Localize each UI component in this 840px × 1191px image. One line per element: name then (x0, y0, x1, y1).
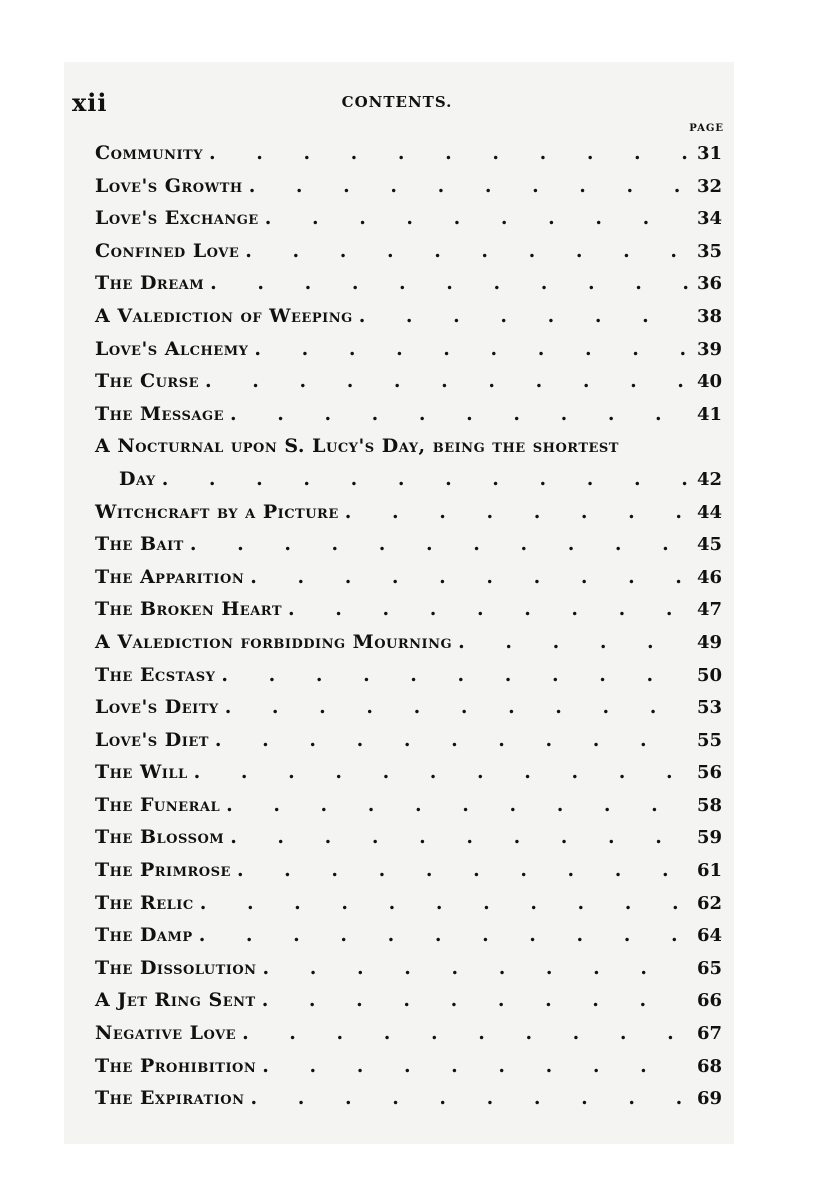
toc-entry-title: The Funeral (95, 793, 221, 816)
toc-entry-title: Witchcraft by a Picture (95, 500, 339, 523)
toc-entry (95, 626, 722, 659)
toc-entry-title: The Dissolution (95, 956, 257, 979)
dot-leader (259, 202, 688, 235)
toc-entry (95, 919, 722, 952)
toc-entry (95, 496, 722, 529)
toc-entry-title: Love's Growth (95, 174, 243, 197)
toc-entry-page: 45 (696, 534, 722, 556)
toc-entry-page: 64 (696, 925, 722, 947)
dot-leader (224, 398, 688, 431)
toc-entry (95, 398, 722, 431)
toc-entry (95, 789, 722, 822)
toc-entry (95, 137, 722, 170)
dot-leader (244, 561, 688, 594)
toc-entry (95, 756, 722, 789)
toc-entry (95, 463, 722, 496)
toc-entry-title: Love's Deity (95, 696, 219, 719)
dot-leader (256, 1050, 688, 1083)
toc-entry (95, 659, 722, 692)
toc-entry (95, 365, 722, 398)
toc-entry-title: A Valediction of Weeping (95, 304, 353, 327)
toc-entry (95, 984, 722, 1017)
toc-entry (95, 235, 722, 268)
toc-entry-title: Confined Love (95, 239, 240, 262)
toc-entry-title: The Broken Heart (95, 598, 283, 621)
toc-entry-page: 42 (696, 468, 722, 490)
toc-entry-page: 56 (696, 762, 722, 784)
toc-entry (95, 724, 722, 757)
dot-leader (239, 235, 688, 268)
toc-entry-title: A Jet Ring Sent (95, 989, 256, 1012)
toc-entry (95, 430, 722, 463)
toc-entry-title: The Primrose (95, 859, 231, 882)
toc-entry-title: A Nocturnal upon S. Lucy's Day, being the shortest (95, 435, 619, 458)
toc-entry-title: The Message (95, 402, 224, 425)
toc-entry-title: The Ecstasy (95, 663, 216, 686)
toc-entry-title: The Blossom (95, 826, 225, 849)
dot-leader (219, 691, 688, 724)
running-title: CONTENTS. (341, 93, 453, 111)
dot-leader (203, 137, 688, 170)
toc-entry-title: Day (119, 467, 156, 490)
dot-leader (188, 756, 688, 789)
dot-leader (257, 952, 688, 985)
dot-leader (209, 724, 688, 757)
toc-entry-page: 53 (696, 697, 722, 719)
toc-entry-page: 58 (696, 794, 722, 816)
toc-entry-title: Negative Love (95, 1022, 237, 1045)
toc-entry (95, 300, 722, 333)
toc-entry (95, 1050, 722, 1083)
dot-leader (199, 365, 688, 398)
toc-entry (95, 593, 722, 626)
dot-leader (220, 789, 688, 822)
dot-leader (224, 821, 688, 854)
toc-entry-title: The Prohibition (95, 1054, 257, 1077)
toc-entry (95, 561, 722, 594)
toc-entry-page: 66 (696, 990, 722, 1012)
dot-leader (184, 528, 688, 561)
dot-leader (204, 267, 688, 300)
page-number: xii (72, 88, 108, 117)
toc-entry-page: 69 (696, 1088, 722, 1110)
toc-entry-page: 44 (696, 501, 722, 523)
toc-entry-page: 34 (696, 208, 722, 230)
toc-entry-title: The Damp (95, 924, 193, 947)
toc-entry (95, 1082, 722, 1115)
toc-entry-title: Community (95, 142, 203, 164)
dot-leader (156, 463, 688, 496)
toc-entry-page: 59 (696, 827, 722, 849)
dot-leader (231, 854, 688, 887)
toc-entry-page: 55 (696, 729, 722, 751)
toc-entry-page: 40 (696, 371, 722, 393)
toc-entry (95, 267, 722, 300)
toc-entry-title: The Relic (95, 891, 194, 914)
toc-entry-title: Love's Alchemy (95, 337, 249, 360)
toc-entry (95, 821, 722, 854)
toc-entry-page: 65 (696, 957, 722, 979)
toc-entry-page: 35 (696, 240, 722, 262)
dot-leader (248, 333, 688, 366)
dot-leader (452, 626, 688, 659)
toc-entry-page: 31 (696, 143, 722, 164)
dot-leader (353, 300, 688, 333)
toc-entry-title: The Bait (95, 533, 184, 556)
toc-entry-page: 39 (696, 338, 722, 360)
toc-entry-title: The Dream (95, 272, 205, 295)
toc-entry-page: 67 (696, 1023, 722, 1045)
toc-entry (95, 170, 722, 203)
dot-leader (282, 593, 688, 626)
toc-entry (95, 1017, 722, 1050)
toc-entry (95, 202, 722, 235)
toc-entry-page: 38 (696, 305, 722, 327)
toc-entry (95, 854, 722, 887)
dot-leader (339, 496, 688, 529)
page-header (72, 88, 722, 118)
dot-leader (256, 984, 688, 1017)
dot-leader (243, 170, 688, 203)
toc-entry (95, 887, 722, 920)
dot-leader (215, 659, 688, 692)
toc-entry-title: Love's Diet (95, 728, 209, 751)
toc-entry-page: 36 (696, 273, 722, 295)
toc-entry (95, 528, 722, 561)
toc-entry (95, 952, 722, 985)
table-of-contents (95, 137, 722, 1115)
toc-entry-title: The Will (95, 761, 188, 784)
toc-entry-title: The Apparition (95, 565, 245, 588)
toc-entry-page: 47 (696, 599, 722, 621)
toc-entry-page: 49 (696, 631, 722, 653)
toc-entry-title: The Expiration (95, 1087, 245, 1110)
dot-leader (236, 1017, 688, 1050)
dot-leader (193, 919, 688, 952)
toc-entry-page: 61 (696, 860, 722, 882)
toc-entry-page: 68 (696, 1055, 722, 1077)
toc-entry-page: 62 (696, 892, 722, 914)
toc-entry-title: The Curse (95, 370, 200, 393)
dot-leader (245, 1082, 688, 1115)
page-column-label: PAGE (689, 123, 724, 134)
toc-entry-page: 50 (696, 664, 722, 686)
toc-entry-page: 41 (696, 403, 722, 425)
dot-leader (194, 887, 688, 920)
toc-entry-page: 32 (696, 175, 722, 197)
toc-entry (95, 333, 722, 366)
toc-entry (95, 691, 722, 724)
toc-entry-title: A Valediction forbidding Mourning (95, 630, 453, 653)
toc-entry-page: 46 (696, 566, 722, 588)
toc-entry-title: Love's Exchange (95, 207, 259, 230)
